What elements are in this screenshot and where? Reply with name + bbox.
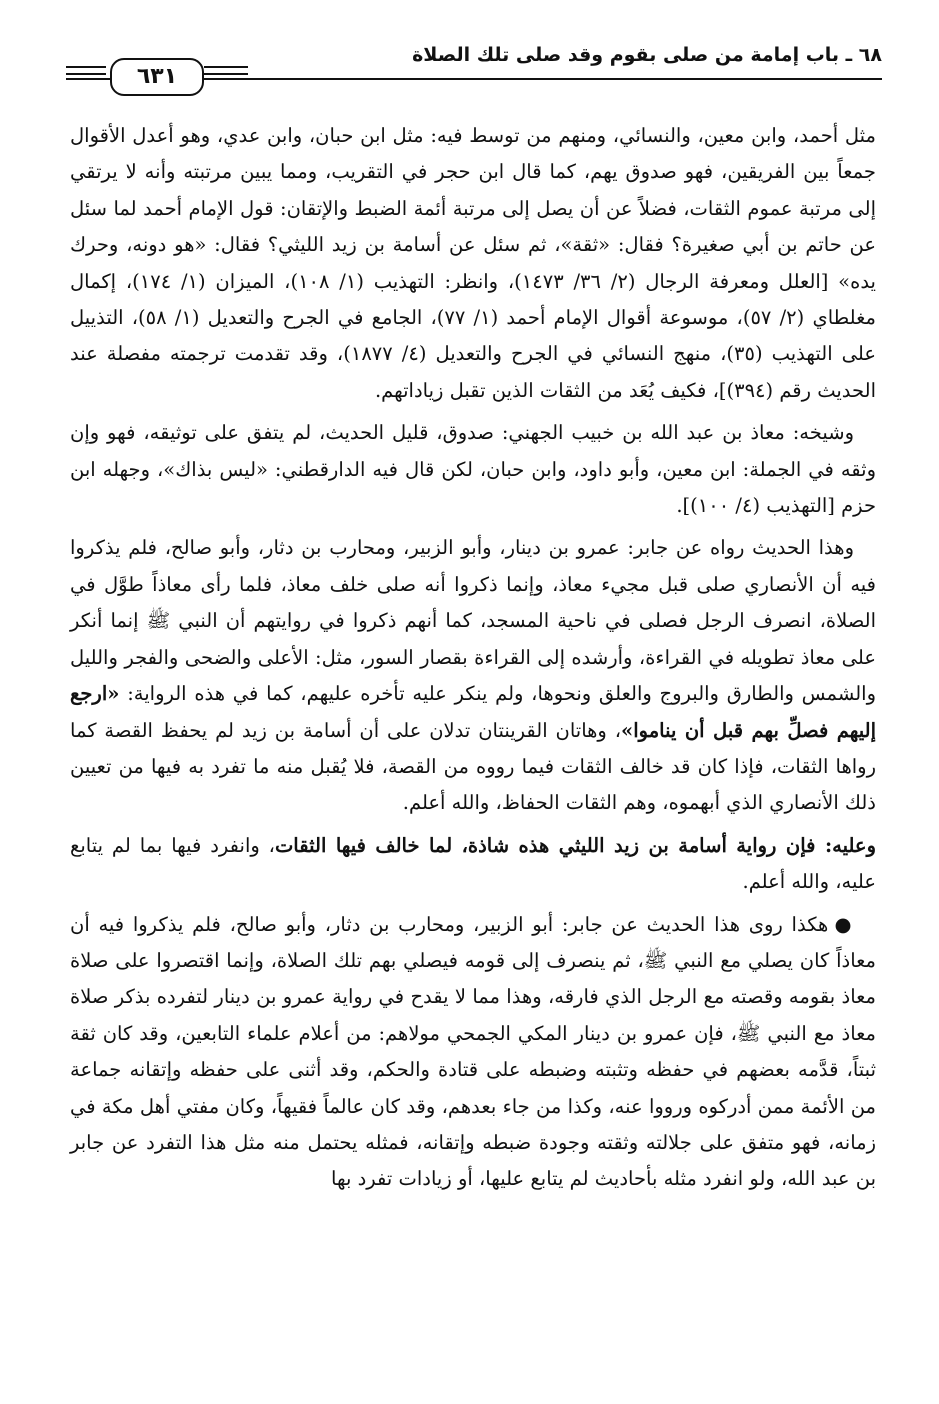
paragraph-4-rest: ، وانفرد فيها بما لم يتابع عليه، والله أعلم. — [70, 833, 876, 894]
paragraph-3-text-a: وهذا الحديث رواه عن جابر: عمرو بن دينار، وأبو الزبير، ومحارب بن دثار، وأبو صالح، فلم يذكروا فيه أن الأنصاري صلى قبل مجيء معاذ، وإنما ذكروا أنه صلى خلف معاذ، فلما رأى معاذاً طوَّل في الصلاة، انصرف الرجل فصلى في ناحية المسجد، كما أنهم ذكروا في روايتهم أن النبي ﷺ إنما أنكر على معاذ تطويله في القراءة، وأرشده إلى القراءة بقصار السور، مثل: الأعلى والضحى والفجر والليل والشمس والطارق والبروج والعلق ونحوها، ولم ينكر عليه تأخره عليهم، كما في هذه الرواية: — [70, 536, 876, 706]
page-header — [66, 38, 882, 98]
paragraph-5-text: هكذا روى هذا الحديث عن جابر: أبو الزبير، ومحارب بن دثار، وأبو صالح، فلم يذكروا فيه أن معاذاً كان يصلي مع النبي ﷺ، ثم ينصرف إلى قومه فيصلي بهم تلك الصلاة، وإنما اقتصروا على صلاة معاذ بقومه وقصته مع الرجل الذي فارقه، وهذا مما لا يقدح في رواية عمرو بن دينار لتفرده بذكر صلاة معاذ مع النبي ﷺ، فإن عمرو بن دينار المكي الجمحي مولاهم: من أعلام علماء التابعين، وقد كان ثقة ثبتاً، قدَّمه بعضهم في حفظه وتثبته وضبطه على قتادة والحكم، وقد أثنى على حفظه وإتقانه جماعة من الأئمة ممن أدركوه ورووا عنه، وكذا من جاء بعدهم، وقد كان عالماً فقيهاً، وكان مفتي أهل مكة في زمانه، فهو متفق على جلالته وثقته وجودة ضبطه وإتقانه، فمثله يحتمل منه مثل هذا التفرد عن جابر بن عبد الله، ولو انفرد مثله بأحاديث لم يتابع عليها، أو زيادات تفرد بها — [70, 912, 876, 1191]
paragraph-4-verdict: فإن رواية أسامة بن زيد الليثي هذه شاذة، لما خالف فيها الثقات — [274, 833, 816, 857]
paragraph-3-text-b: ، وهاتان القرينتان تدلان على أن أسامة بن زيد لم يحفظ القصة كما رواها الثقات، فإذا كان قد خالف الثقات فيما رووه من القصة، فلا يُقبل منه ما تفرد به فيها من تعيين ذلك الأنصاري الذي أبهموه، وهم الثقات الحفاظ، والله أعلم. — [70, 718, 876, 815]
paragraph-2: وشيخه: معاذ بن عبد الله بن خبيب الجهني: صدوق، قليل الحديث، لم يتفق على توثيقه، فهو وإن وثقه في الجملة: ابن معين، وأبو داود، وابن حبان، لكن قال فيه الدارقطني: «ليس بذاك»، وجهله ابن حزم [التهذيب (٤/ ١٠٠)]. — [70, 421, 876, 518]
paragraph-4 — [70, 828, 876, 901]
decorative-lines-left — [66, 66, 106, 84]
hadith-quote: «ارجع إليهم فصلِّ بهم قبل أن يناموا» — [70, 682, 876, 742]
page-body — [70, 118, 876, 1198]
bullet-icon: ● — [834, 912, 854, 936]
decorative-lines-right — [204, 66, 248, 84]
page-number: ٦٣١ — [110, 58, 204, 96]
paragraph-3 — [70, 530, 876, 821]
running-title: ٦٨ ـ باب إمامة من صلى بقوم وقد صلى تلك الصلاة — [412, 44, 882, 66]
paragraph-4-lead: وعليه: — [815, 833, 876, 857]
paragraph-5 — [70, 907, 876, 1198]
paragraph-1: مثل أحمد، وابن معين، والنسائي، ومنهم من توسط فيه: مثل ابن حبان، وابن عدي، وهو أعدل الأقوال جمعاً بين الفريقين، فهو صدوق يهم، كما قال ابن حجر في التقريب، ومما يبين مرتبته وأنه لا يرتقي إلى مرتبة عموم الثقات، فضلاً عن أن يصل إلى مرتبة أئمة الضبط والإتقان: قول الإمام أحمد لما سئل عن حاتم بن أبي صغيرة؟ فقال: «ثقة»، ثم سئل عن أسامة بن زيد الليثي؟ فقال: «هو دونه، وحرك يده» [العلل ومعرفة الرجال (٢/ ٣٦/ ١٤٧٣)، وانظر: التهذيب (١/ ١٠٨)، الميزان (١/ ١٧٤)، إكمال مغلطاي (٢/ ٥٧)، موسوعة أقوال الإمام أحمد (١/ ٧٧)، الجامع في الجرح والتعديل (١/ ٥٨)، التذييل على التهذيب (٣٥)، منهج النسائي في الجرح والتعديل (٤/ ١٨٧٧)، وقد تقدمت ترجمته مفصلة عند الحديث رقم (٣٩٤)]، فكيف يُعَد من الثقات الذين تقبل زياداتهم. — [70, 124, 876, 402]
